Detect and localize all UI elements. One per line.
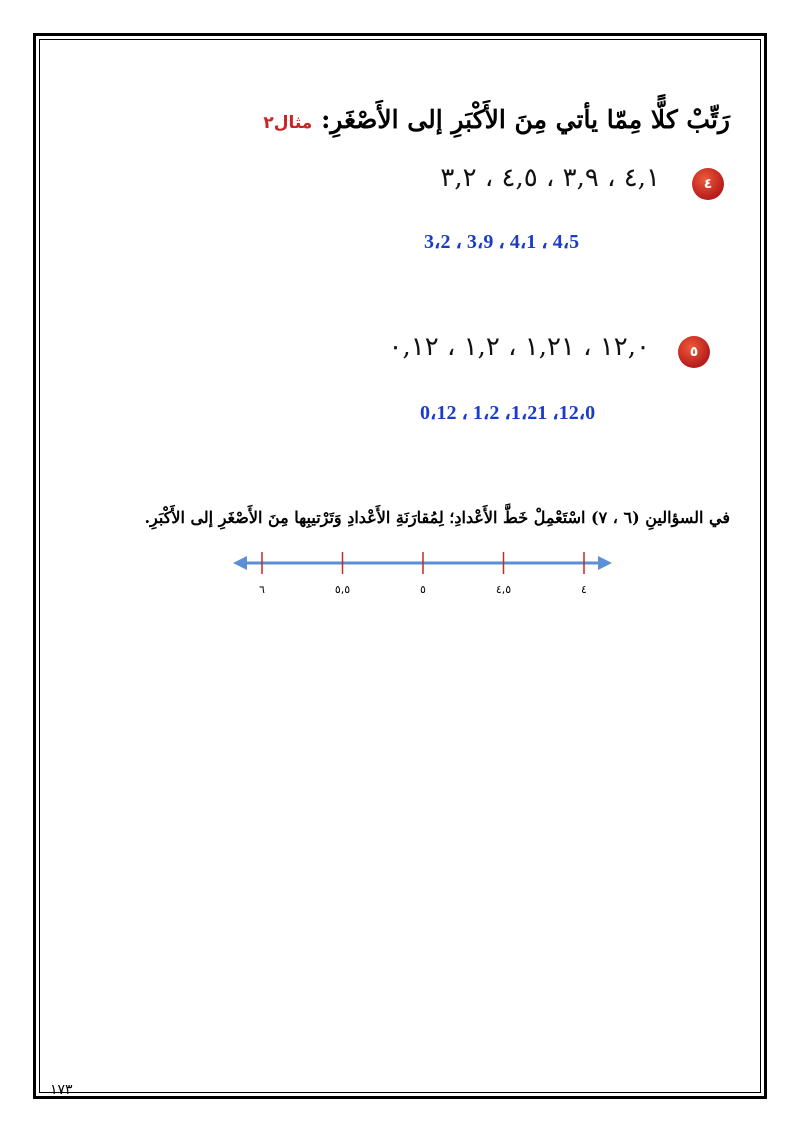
page-number: ١٧٣ [50,1082,73,1098]
question-number-badge: ٤ [692,168,724,200]
title-text: رَتِّبْ كلًّا مِمّا يأتي مِنَ الأَكْبَرِ إلى الأَصْغَرِ: [321,105,730,134]
number-line-tick-label: ٥ [420,583,426,596]
handwritten-answer: 0،12 ، 1،2 ،1،21 ،12،0 [420,402,596,424]
number-line-tick-label: ٦ [259,583,265,596]
left-arrow-icon [233,556,247,570]
number-line-tick-label: ٤,٥ [495,583,512,596]
instruction-text: في السؤالينِ (٦ ، ٧) اسْتَعْمِلْ خَطَّ الأَعْدادِ؛ لِمُقارَنَةِ الأَعْدادِ وَتَرْتيبِها مِنَ الأَصْغَرِ إلى الأَكْبَرِ. [144,508,730,527]
example-reference: مثال٢ [263,113,313,133]
exercise-title [263,105,730,134]
question-number-badge: ٥ [678,336,710,368]
right-arrow-icon [598,556,612,570]
handwritten-answer: 3،2 ، 3،9 ، 4،1 ، 4،5 [424,231,580,253]
question-numbers: ٤,١ ، ٣,٩ ، ٤,٥ ، ٣,٢ [440,163,660,193]
number-line [0,545,800,625]
question-numbers: ١٢,٠ ، ١,٢١ ، ١,٢ ، ٠,١٢ [388,332,650,362]
number-line-tick-label: ٥,٥ [334,583,351,596]
number-line-tick-label: ٤ [581,583,587,596]
